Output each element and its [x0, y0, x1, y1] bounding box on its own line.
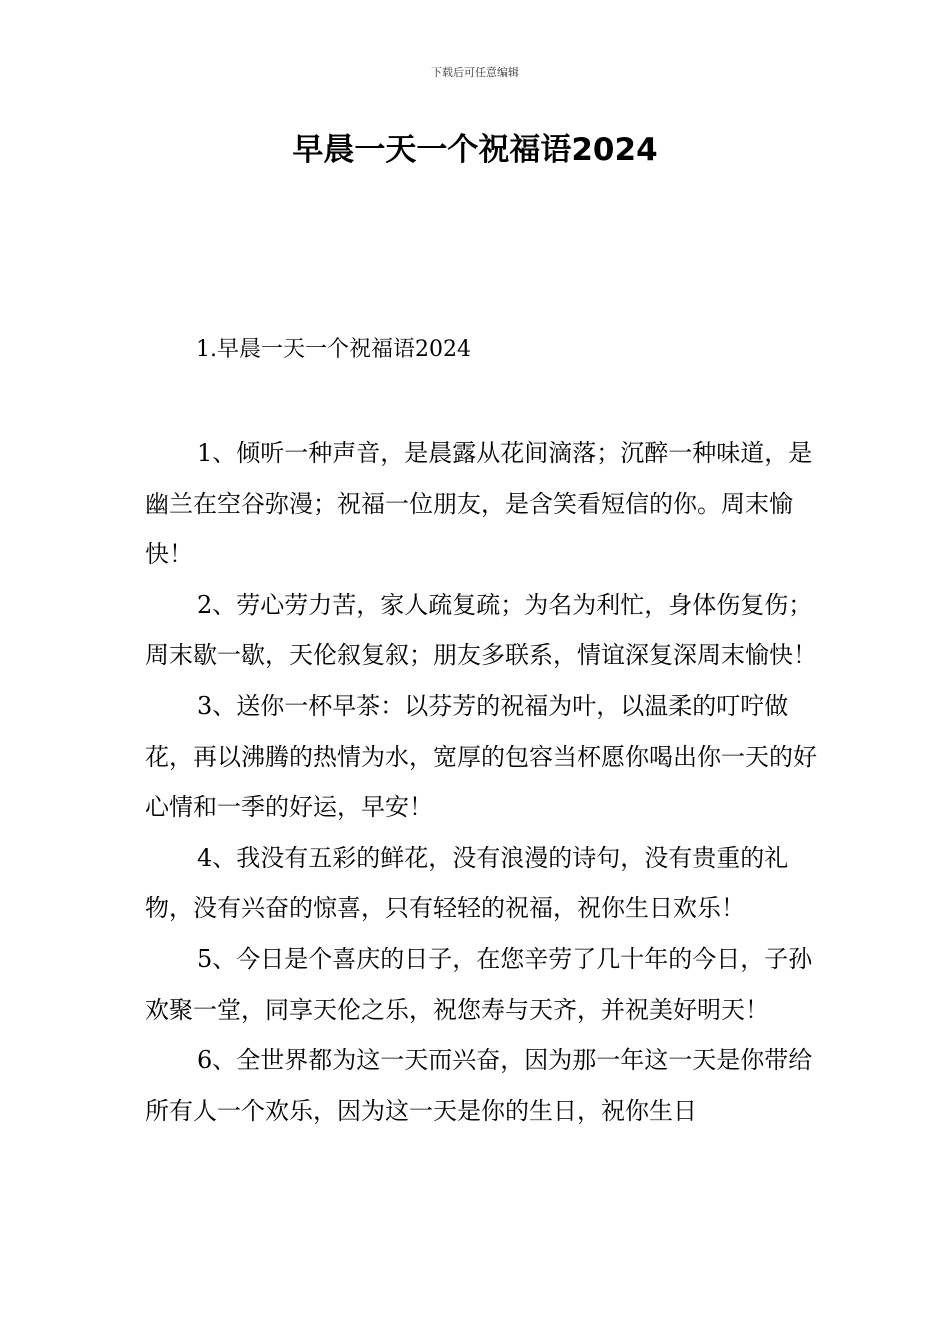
section-heading: 1.早晨一天一个祝福语2024: [196, 337, 471, 362]
header-note: 下载后可任意编辑: [431, 66, 519, 79]
paragraph-5: 5、今日是个喜庆的日子，在您辛劳了几十年的今日，子孙欢聚一堂，同享天伦之乐，祝您寿与天齐，并祝美好明天！: [145, 944, 813, 1024]
document-title: 早晨一天一个祝福语2024: [292, 132, 658, 168]
paragraph-1: 1、倾听一种声音，是晨露从花间滴落；沉醉一种味道，是幽兰在空谷弥漫；祝福一位朋友，是含笑看短信的你。周末愉快！: [145, 439, 813, 569]
paragraph-4: 4、我没有五彩的鲜花，没有浪漫的诗句，没有贵重的礼物，没有兴奋的惊喜，只有轻轻的祝福，祝你生日欢乐！: [145, 843, 789, 923]
document-body: [145, 428, 835, 1136]
paragraph-2: 2、劳心劳力苦，家人疏复疏；为名为利忙，身体伤复伤；周末歇一歇，天伦叙复叙；朋友多联系，情谊深复深周末愉快！: [145, 590, 817, 670]
paragraph-6: 6、全世界都为这一天而兴奋，因为那一年这一天是你带给所有人一个欢乐，因为这一天是你的生日，祝你生日: [145, 1046, 813, 1125]
paragraph-3: 3、送你一杯早茶：以芬芳的祝福为叶，以温柔的叮咛做花，再以沸腾的热情为水，宽厚的包容当杯愿你喝出你一天的好心情和一季的好运，早安！: [145, 691, 817, 822]
